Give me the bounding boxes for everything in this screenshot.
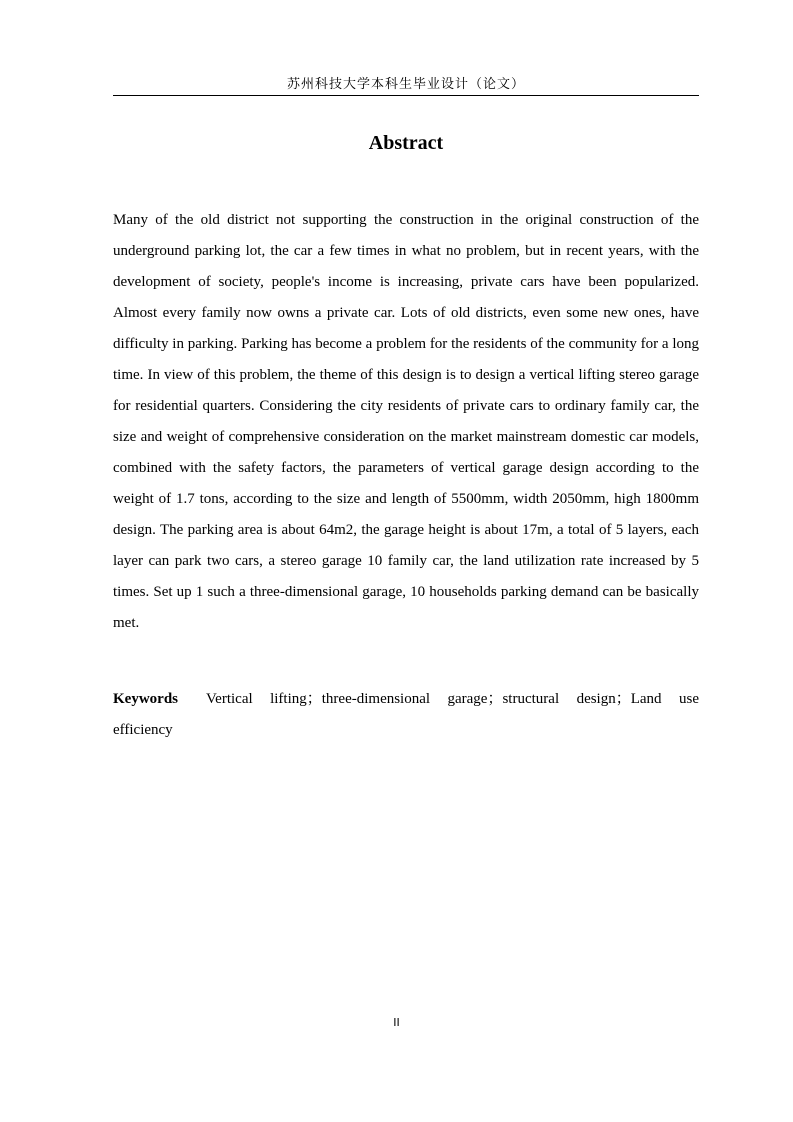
- running-header: 苏州科技大学本科生毕业设计（论文）: [286, 77, 525, 92]
- header-rule: [113, 95, 699, 96]
- abstract-paragraph: Many of the old district not supporting the construction in the original construction of the underground parking lot, the car a few times in what no problem, but in recent years, with the development of society, people's income is increasing, private cars have been popularized. Almost every family now owns a private car. Lots of old districts, even some new ones, have difficulty in parking. Parking has become a problem for the residents of the community for a long time. In view of this problem, the theme of this design is to design a vertical lifting stereo garage for residential quarters. Considering the city residents of private cars to ordinary family car, the size and weight of comprehensive consideration on the market mainstream domestic car models, combined with the safety factors, the parameters of vertical garage design according to the weight of 1.7 tons, according to the size and length of 5500mm, width 2050mm, high 1800mm design. The parking area is about 64m2, the garage height is about 17m, a total of 5 layers, each layer can park two cars, a stereo garage 10 family car, the land utilization rate increased by 5 times. Set up 1 such a three-dimensional garage, 10 households parking demand can be basically met.: [113, 212, 699, 631]
- page-number: II: [393, 1016, 400, 1029]
- keywords-text: Vertical lifting；three-dimensional garage；structural design；Land use efficiency: [113, 691, 699, 738]
- keywords-label: Keywords: [113, 691, 178, 707]
- page-title: Abstract: [368, 132, 444, 154]
- keywords-section: [113, 684, 699, 746]
